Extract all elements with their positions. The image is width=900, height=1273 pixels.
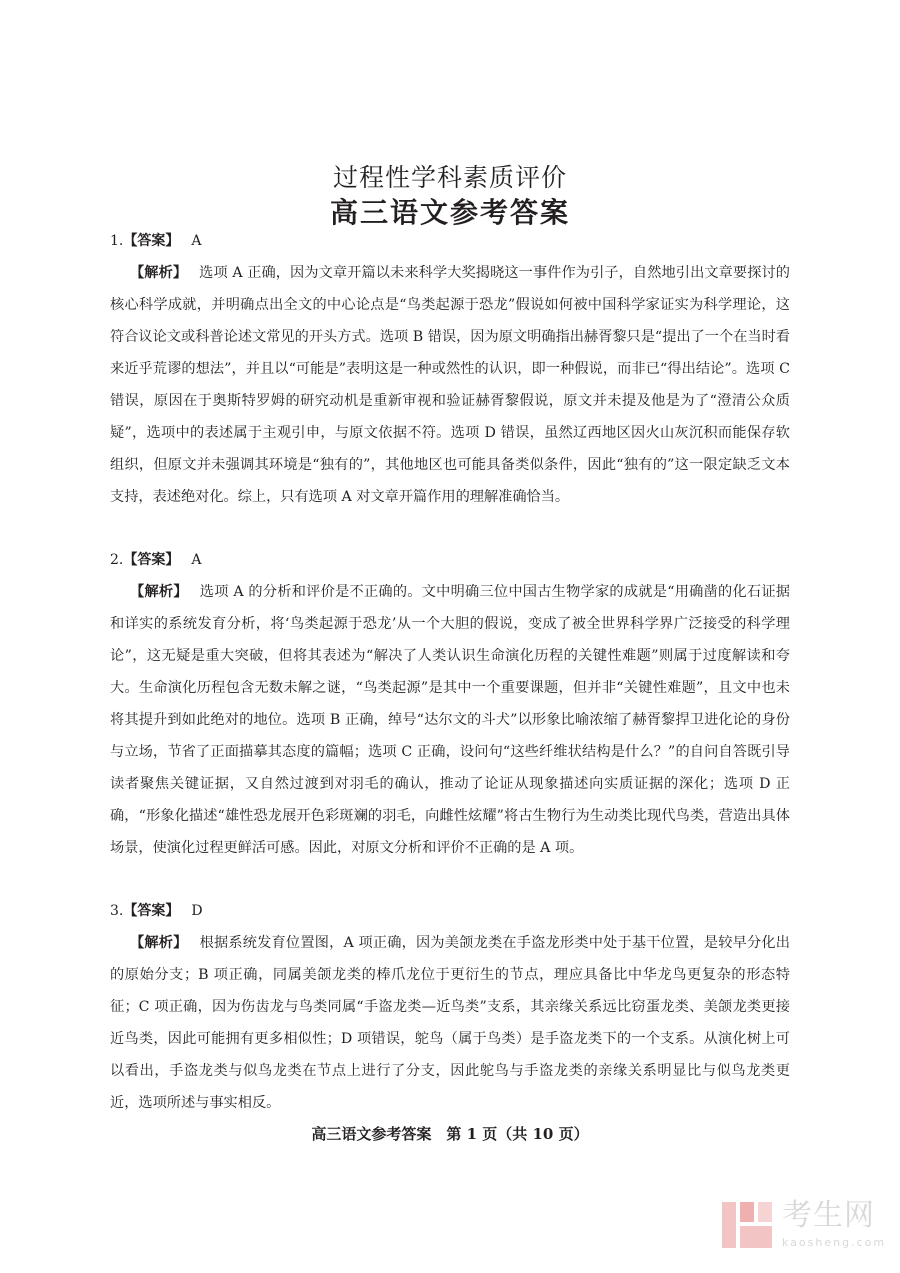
analysis-tag: 【解析】 [130, 935, 188, 951]
analysis-tag: 【解析】 [130, 584, 188, 600]
answer-value: D [191, 903, 203, 919]
kaosheng-logo-icon [718, 1196, 776, 1254]
answer-tag: 【答案】 [123, 552, 180, 568]
question-3-analysis [110, 927, 790, 1119]
question-1-analysis [110, 257, 790, 513]
watermark-url: kaosheng.com [782, 1236, 887, 1249]
question-3-answer-line [110, 901, 790, 921]
watermark-brand: 考生网 [782, 1198, 875, 1233]
page-title: 过程性学科素质评价 [332, 163, 567, 192]
page-footer: 高三语文参考答案 第 1 页（共 10 页） [311, 1125, 589, 1143]
question-number: 2. [110, 552, 124, 568]
question-number: 1. [110, 233, 124, 249]
answer-tag: 【答案】 [123, 233, 180, 249]
analysis-tag: 【解析】 [130, 265, 188, 281]
analysis-text: 根据系统发育位置图，A 项正确，因为美颌龙类在手盗龙形类中处于基干位置，是较早分化出的原始分支；B 项正确，同属美颌龙类的棒爪龙位于更衍生的节点，理应具备比中华龙鸟更复杂的形态特征；C 项正确，因为伤齿龙与鸟类同属“手盗龙类—近鸟类”支系，其亲缘关系远比窃蛋龙类、美颌龙类更接近鸟类，因此可能拥有更多相似性；D 项错误，鸵鸟（属于鸟类）是手盗龙类下的一个支系。从演化树上可以看出，手盗龙类与似鸟龙类在节点上进行了分支，因此鸵鸟与手盗龙类的亲缘关系明显比与似鸟龙类更近，选项所述与事实相反。 [110, 935, 790, 1111]
question-1-answer-line [110, 231, 790, 251]
analysis-text: 选项 A 正确，因为文章开篇以未来科学大奖揭晓这一事件作为引子，自然地引出文章要探讨的核心科学成就，并明确点出全文的中心论点是“鸟类起源于恐龙”假说如何被中国科学家证实为科学理论，这符合议论文或科普论述文常见的开头方式。选项 B 错误，因为原文明确指出赫胥黎只是“提出了一个在当时看来近乎荒谬的想法”，并且以“可能是”表明这是一种或然性的认识，即一种假说，而非已“得出结论”。选项 C 错误，原因在于奥斯特罗姆的研究动机是重新审视和验证赫胥黎假说，原文并未提及他是为了“澄清公众质疑”，选项中的表述属于主观引申，与原文依据不符。选项 D 错误，虽然辽西地区因火山灰沉积而能保存软组织，但原文并未强调其环境是“独有的”，其他地区也可能具备类似条件，因此“独有的”这一限定缺乏文本支持，表述绝对化。综上，只有选项 A 对文章开篇作用的理解准确恰当。 [110, 265, 790, 505]
answer-value: A [191, 233, 202, 249]
question-2-analysis [110, 576, 790, 864]
page-subtitle: 高三语文参考答案 [329, 196, 570, 229]
watermark [718, 1196, 888, 1256]
question-number: 3. [110, 903, 124, 919]
analysis-text: 选项 A 的分析和评价是不正确的。文中明确三位中国古生物学家的成就是“用确凿的化石证据和详实的系统发育分析，将‘鸟类起源于恐龙’从一个大胆的假说，变成了被全世界科学界广泛接受的科学理论”，这无疑是重大突破，但将其表述为“解决了人类认识生命演化历程的关键性难题”则属于过度解读和夸大。生命演化历程包含无数未解之谜，“鸟类起源”是其中一个重要课题，但并非“关键性难题”，且文中也未将其提升到如此绝对的地位。选项 B 正确，绰号“达尔文的斗犬”以形象比喻浓缩了赫胥黎捍卫进化论的身份与立场，节省了正面描摹其态度的篇幅；选项 C 正确，设问句“这些纤维状结构是什么？”的自问自答既引导读者聚焦关键证据，又自然过渡到对羽毛的确认，推动了论证从现象描述向实质证据的深化；选项 D 正确，“形象化描述“雄性恐龙展开色彩斑斓的羽毛，向雌性炫耀”将古生物行为生动类比现代鸟类，营造出具体场景，使演化过程更鲜活可感。因此，对原文分析和评价不正确的是 A 项。 [110, 584, 790, 856]
answer-value: A [191, 552, 202, 568]
question-2-answer-line [110, 550, 790, 570]
answer-tag: 【答案】 [123, 903, 180, 919]
